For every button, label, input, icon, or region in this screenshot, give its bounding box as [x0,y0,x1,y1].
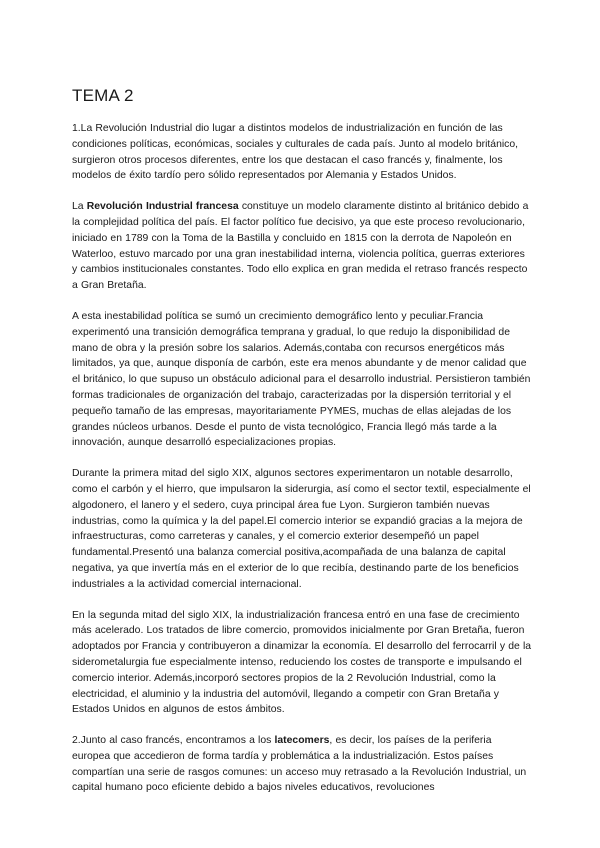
paragraph-4: Durante la primera mitad del siglo XIX, algunos sectores experimentaron un notable desarrollo, como el carbón y el hierro, que impulsaron la siderurgia, así como el sector textil, especialmente el algodonero, el lanero y el sedero, cuya principal área fue Lyon. Surgieron también nuevas industrias, como la química y la del papel.El comercio interior se expandió gracias a la mejora de infraestructuras, como carreteras y canales, y el comercio exterior desempeñó un papel fundamental.Presentó una balanza comercial positiva,acompañada de una balanza de capital negativa, ya que invertía más en el exterior de lo que recibía, destinando parte de los beneficios industriales a la actividad comercial internacional. [72,468,531,590]
document-title: TEMA 2 [72,86,134,105]
paragraph-5: En la segunda mitad del siglo XIX, la industrialización francesa entró en una fase de crecimiento más acelerado. Los tratados de libre comercio, promovidos inicialmente por Gran Bretaña, fueron adoptados por Francia y contribuyeron a dinamizar la economía. El desarrollo del ferrocarril y de la siderometalurgia fue especialmente intenso, reduciendo los costes de transporte e impulsando el comercio interior. Además,incorporó sectores propios de la 2 Revolución Industrial, como la electricidad, el aluminio y la industria del automóvil, llegando a competir con Gran Bretaña y Estados Unidos en algunos de estos ámbitos. [72,609,532,716]
paragraph-2-post: constituye un modelo claramente distinto al británico debido a la complejidad política del país. El factor político fue decisivo, ya que este proceso revolucionario, iniciado en 1789 con la Toma de la Bastilla y concluido en 1815 con la derrota de Napoleón en Waterloo, estuvo marcado por una gran inestabilidad interna, violencia política, guerras exteriores y cambios institucionales constantes. Todo ello explica en gran medida el retraso francés respecto a Gran Bretaña. [72,201,529,292]
paragraph-2-bold: Revolución Industrial francesa [86,201,239,213]
paragraph-2 [72,199,532,294]
paragraph-2-pre: La [72,201,87,213]
document-page [72,86,532,811]
paragraph-6-post: , es decir, los países de la periferia europea que accedieron de forma tardía y problemática a la industrialización. Estos países compartían una serie de rasgos comunes: un acceso muy retrasado a la Revolución Industrial, un capital humano poco eficiente debido a bajos niveles educativos, revoluciones [72,735,527,794]
paragraph-6 [72,733,532,796]
paragraph-1: 1.La Revolución Industrial dio lugar a distintos modelos de industrialización en función de las condiciones políticas, económicas, sociales y culturales de cada país. Junto al modelo británico, surgieron otros procesos diferentes, entre los que destacan el caso francés y, finalmente, los modelos de éxito tardío pero sólido representados por Alemania y Estados Unidos. [72,123,519,182]
paragraph-3: A esta inestabilidad política se sumó un crecimiento demográfico lento y peculiar.Francia experimentó una transición demográfica temprana y gradual, lo que redujo la disponibilidad de mano de obra y la presión sobre los salarios. Además,contaba con recursos energéticos más limitados, ya que, aunque disponía de carbón, este era menos abundante y de menor calidad que el británico, lo que supuso un obstáculo adicional para el desarrollo industrial. Persistieron también formas tradicionales de organización del trabajo, caracterizadas por la dispersión territorial y el pequeño tamaño de las empresas, mayoritariamente PYMES, muchas de ellas alejadas de los grandes núcleos urbanos. Desde el punto de vista tecnológico, Francia llegó más tarde a la innovación, aunque desarrolló especializaciones propias. [72,310,531,449]
paragraph-6-bold: latecomers [274,735,330,747]
paragraph-6-pre: 2.Junto al caso francés, encontramos a los [72,735,275,747]
